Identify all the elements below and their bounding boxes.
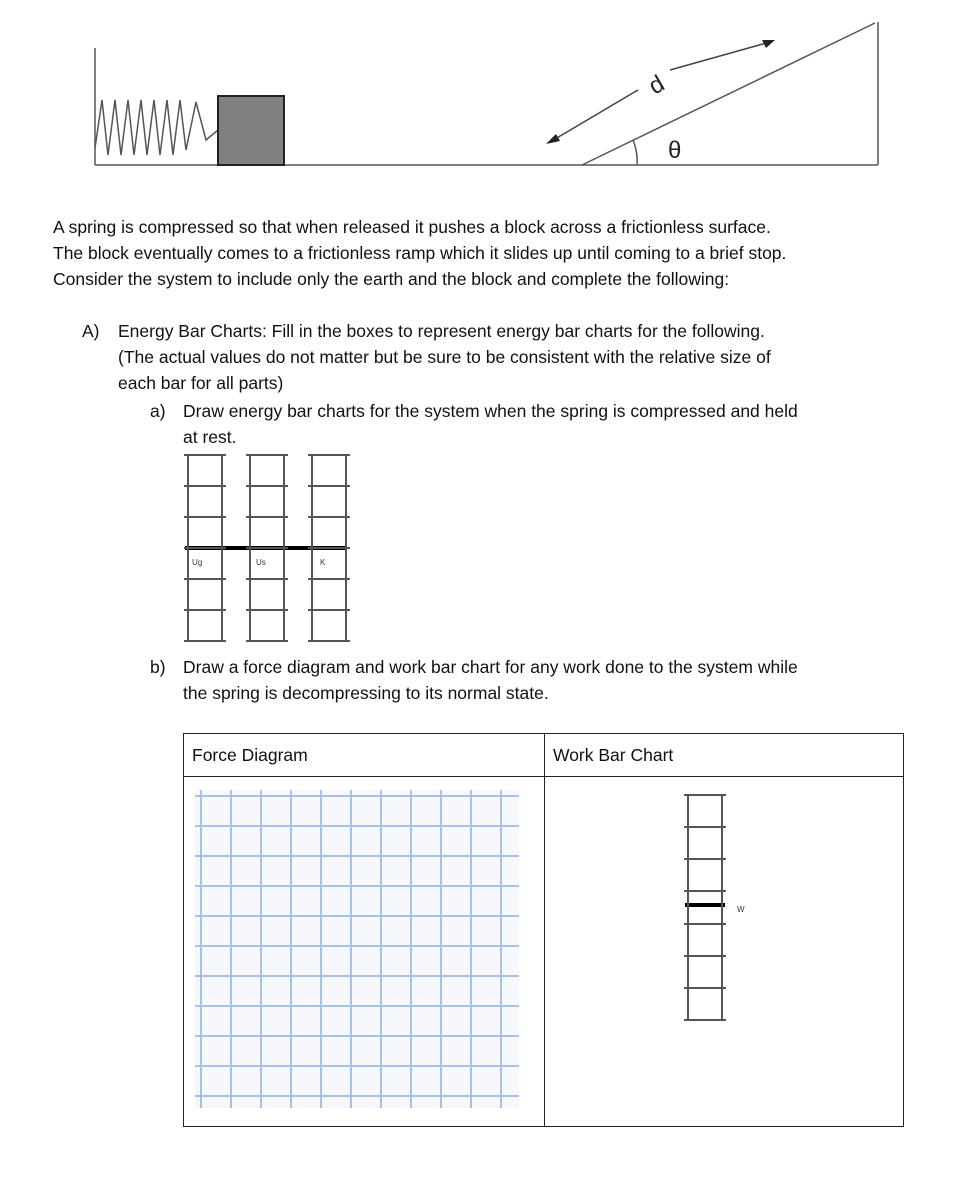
sub-b-label: b) — [150, 657, 166, 677]
sub-a-text: Draw energy bar charts for the system when the spring is compressed and held — [183, 401, 798, 421]
intro-line: Consider the system to include only the earth and the block and complete the following: — [53, 269, 730, 289]
work-bar-chart-header: Work Bar Chart — [545, 734, 904, 777]
sub-b-text: Draw a force diagram and work bar chart for any work done to the system while — [183, 657, 798, 677]
part-a-text: each bar for all parts) — [118, 373, 284, 393]
work-bar[interactable] — [687, 795, 723, 1020]
intro-line: The block eventually comes to a frictionless ramp which it slides up until coming to a brief stop. — [53, 243, 787, 263]
bar-label-us: Us — [256, 558, 266, 567]
spring-icon — [95, 100, 218, 155]
part-a-text: (The actual values do not matter but be sure to be consistent with the relative size of — [118, 347, 771, 367]
energy-bar-k[interactable] — [311, 455, 347, 641]
work-bar-chart-cell[interactable] — [545, 777, 904, 1127]
force-diagram-header: Force Diagram — [184, 734, 545, 777]
work-bar-label: W — [737, 905, 745, 914]
sub-b-text: the spring is decompressing to its normal state. — [183, 683, 549, 703]
force-diagram-grid[interactable] — [195, 790, 519, 1108]
energy-bar-us[interactable] — [249, 455, 285, 641]
spring-ramp-diagram — [0, 0, 953, 200]
bar-label-k: K — [320, 558, 326, 567]
bar-label-ug: Ug — [192, 558, 203, 567]
sub-a-label: a) — [150, 401, 166, 421]
distance-label: d — [644, 70, 670, 101]
sub-a-text: at rest. — [183, 427, 237, 447]
part-a-text: Energy Bar Charts: Fill in the boxes to represent energy bar charts for the following. — [118, 321, 765, 341]
energy-bar-ug[interactable] — [187, 455, 223, 641]
block — [218, 96, 284, 165]
angle-label: θ — [668, 137, 682, 164]
intro-line: A spring is compressed so that when released it pushes a block across a frictionless surface. — [53, 217, 771, 237]
part-a-label: A) — [82, 321, 100, 341]
